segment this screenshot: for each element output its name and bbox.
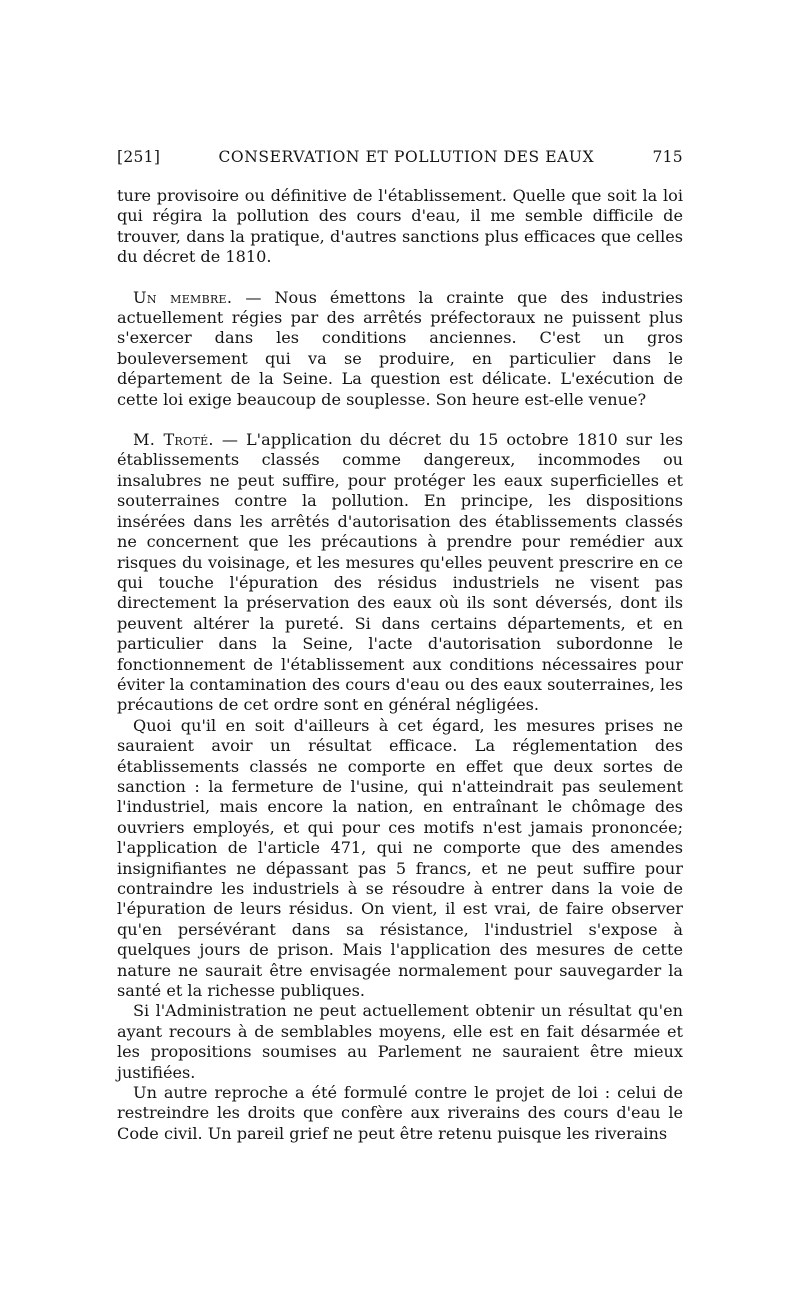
page-reference: [251]: [117, 148, 161, 166]
paragraph-text: ture provisoire ou définitive de l'établissement. Quelle que soit la loi qui régira la pollution des cours d'eau, il me semble difficile de trouver, dans la pratique, d'autres sanctions plus efficaces que celles du décret de 1810.: [117, 186, 683, 267]
paragraph-text: Un autre reproche a été formulé contre le projet de loi : celui de restreindre les droits que confère aux riverains des cours d'eau le Code civil. Un pareil grief ne peut être retenu puisque les riverains: [117, 1083, 683, 1143]
paragraph-text: Quoi qu'il en soit d'ailleurs à cet égard, les mesures prises ne sauraient avoir un résultat efficace. La réglementation des établissements classés ne comporte en effet que deux sortes de sanction : la fermeture de l'usine, qui n'atteindrait pas seulement l'industriel, mais encore la nation, en entraînant le chômage des ouvriers employés, et qui pour ces motifs n'est jamais prononcée; l'application de l'article 471, qui ne comporte que des amendes insignifiantes ne dépassant pas 5 francs, et ne peut suffire pour contraindre les industriels à se résoudre à entrer dans la voie de l'épuration de leurs résidus. On vient, il est vrai, de faire observer qu'en persévérant dans sa résistance, l'industriel s'expose à quelques jours de prison. Mais l'application des mesures de cette nature ne saurait être envisagée normalement pour sauvegarder la santé et la richesse publiques.: [117, 715, 683, 1001]
paragraph-text: — Nous émettons la crainte que des industries actuellement régies par des arrêtés préfectoraux ne puissent plus s'exercer dans les conditions anciennes. C'est un gros bouleversement qui va se produire, en particulier dans le département de la Seine. La question est délicate. L'exécution de cette loi exige beaucoup de souplesse. Son heure est-elle venue?: [117, 287, 683, 409]
paragraph-body: [117, 1001, 683, 1083]
running-title: CONSERVATION ET POLLUTION DES EAUX: [218, 148, 595, 166]
paragraph-text: Si l'Administration ne peut actuellement obtenir un résultat qu'en ayant recours à de semblables moyens, elle est en fait désarmée et les propositions soumises au Parlement ne sauraient être mieux justifiées.: [117, 1001, 683, 1082]
speaker-name: M. Troté.: [133, 430, 214, 450]
paragraph-un-membre: [117, 288, 683, 410]
document-page: [117, 148, 683, 1144]
paragraph-body: [117, 716, 683, 1002]
paragraph-gap: [117, 268, 683, 288]
paragraph-gap: [117, 410, 683, 430]
running-header: [117, 148, 683, 166]
paragraph-text: — L'application du décret du 15 octobre 1810 sur les établissements classés comme dangereux, incommodes ou insalubres ne peut suffire, pour protéger les eaux superficielles et souterraines contre la pollution. En principe, les dispositions insérées dans les arrêtés d'autorisation des établissements classés ne concernent que les précautions à prendre pour remédier aux risques du voisinage, et les mesures qu'elles peuvent prescrire en ce qui touche l'épuration des résidus industriels ne visent pas directement la préservation des eaux où ils sont déversés, dont ils peuvent altérer la pureté. Si dans certains départements, et en particulier dans la Seine, l'acte d'autorisation subordonne le fonctionnement de l'établissement aux conditions nécessaires pour éviter la contamination des cours d'eau ou des eaux souterraines, les précautions de cet ordre sont en général négligées.: [117, 430, 683, 715]
paragraph-body: [117, 1083, 683, 1144]
paragraph-continuation: [117, 186, 683, 268]
page-number: 715: [652, 148, 683, 166]
paragraph-m-trote: [117, 430, 683, 716]
speaker-name: Un membre.: [133, 287, 233, 307]
